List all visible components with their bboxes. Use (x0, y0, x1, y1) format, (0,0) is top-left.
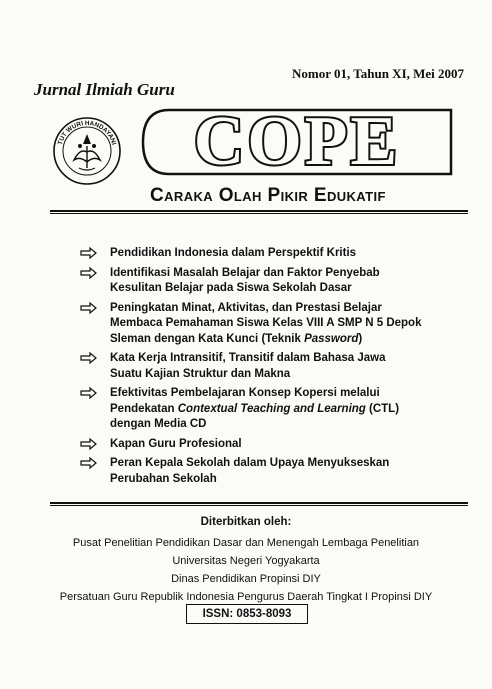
publisher-line: Persatuan Guru Republik Indonesia Pengurus Daerah Tingkat I Propinsi DIY (59, 591, 433, 603)
article-text: (CTL) (365, 402, 400, 415)
svg-text:TUT WURI HANDAYANI: TUT WURI HANDAYANI (56, 119, 118, 146)
article-title: Peningkatan Minat, Aktivitas, dan Prestasi Belajar (110, 301, 382, 314)
article-text: Pendekatan (110, 402, 178, 415)
arrow-right-icon (80, 301, 98, 315)
article-item (80, 266, 470, 297)
journal-label: Jurnal Ilmiah Guru (34, 80, 175, 99)
article-item (80, 456, 470, 487)
arrow-right-icon (80, 386, 98, 400)
article-item (80, 351, 470, 382)
arrow-right-icon (80, 246, 98, 260)
article-emphasis: Password (304, 332, 359, 345)
article-title: Kata Kerja Intransitif, Transitif dalam Bahasa Jawa (110, 352, 386, 364)
publisher-line: Dinas Pendidikan Propinsi DIY (171, 573, 321, 585)
issn-box: ISSN: 0853-8093 (186, 604, 308, 624)
arrow-right-icon (80, 266, 98, 280)
issue-info: Nomor 01, Tahun XI, Mei 2007 (292, 66, 465, 81)
article-text: Sleman dengan Kata Kunci (Teknik (110, 332, 305, 345)
bottom-divider-thin (50, 505, 468, 506)
article-title: Peran Kepala Sekolah dalam Upaya Menyukseskan (110, 457, 390, 469)
article-title: Efektivitas Pembelajaran Konsep Kopersi melalui (110, 387, 380, 399)
journal-subtitle: Caraka Olah Pikir Edukatif (150, 185, 386, 206)
article-title: Kapan Guru Profesional (110, 437, 242, 450)
article-title-cont (110, 332, 470, 348)
publisher-line: Pusat Penelitian Pendidikan Dasar dan Menengah Lembaga Penelitian (72, 537, 420, 549)
tut-wuri-handayani-logo-icon (52, 116, 122, 186)
publisher-heading: Diterbitkan oleh: (200, 516, 292, 528)
article-title-cont: Suatu Kajian Struktur dan Makna (110, 367, 291, 380)
top-divider-thin (50, 213, 468, 214)
article-title-cont: dengan Media CD (110, 418, 207, 430)
article-title: Pendidikan Indonesia dalam Perspektif Kritis (110, 247, 357, 259)
article-list (80, 246, 470, 491)
article-title-cont: Kesulitan Belajar pada Siswa Sekolah Dasar (110, 282, 352, 294)
article-title: Identifikasi Masalah Belajar dan Faktor Penyebab (110, 266, 380, 279)
article-item (80, 246, 470, 262)
article-title-cont: Perubahan Sekolah (110, 472, 217, 485)
article-item (80, 386, 470, 433)
article-text: ) (358, 332, 363, 345)
arrow-right-icon (80, 351, 98, 365)
publisher-list (0, 534, 492, 606)
bottom-divider (50, 502, 468, 504)
article-item (80, 301, 470, 348)
article-emphasis: Contextual Teaching and Learning (177, 402, 366, 415)
arrow-right-icon (80, 456, 98, 470)
arrow-right-icon (80, 437, 98, 451)
journal-title: COPE (193, 103, 401, 180)
article-item (80, 437, 470, 453)
publisher-line: Universitas Negeri Yogyakarta (172, 555, 320, 567)
article-title-cont: Membaca Pemahaman Siswa Kelas VIII A SMP N 5 Depok (110, 317, 422, 329)
article-title-cont (110, 402, 470, 418)
top-divider (50, 210, 468, 212)
